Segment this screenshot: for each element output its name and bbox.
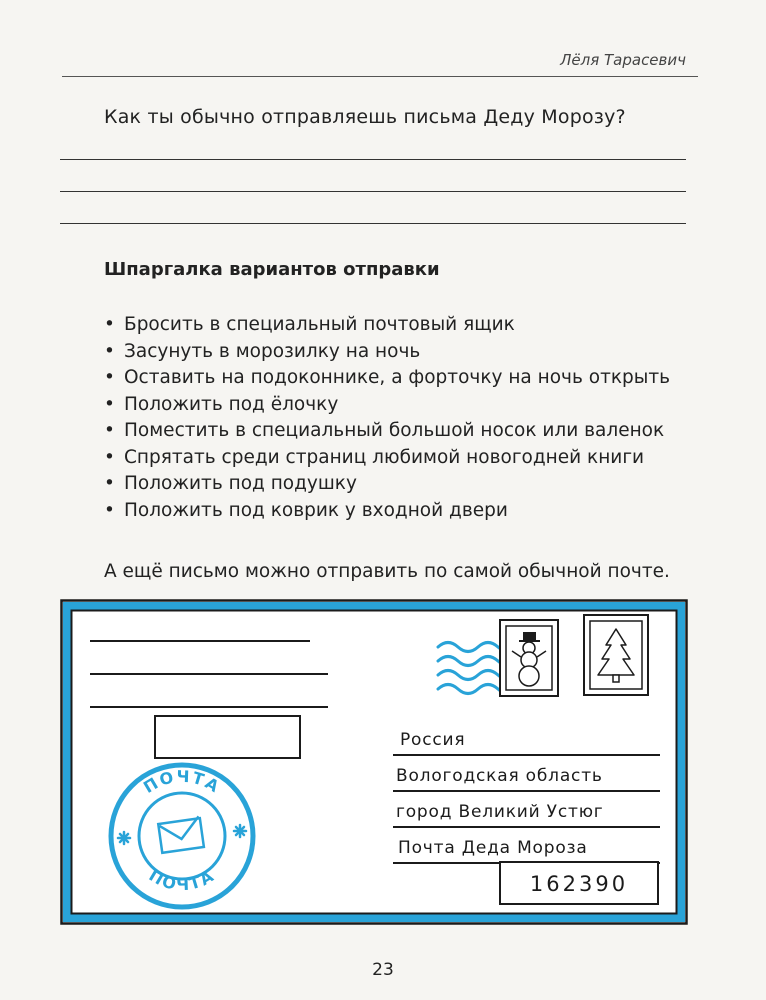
snowman-stamp	[500, 620, 558, 696]
option-text: Бросить в специальный почтовый ящик	[124, 314, 515, 335]
bullet: •	[104, 446, 115, 468]
bullet: •	[104, 473, 115, 494]
address-city: город Великий Устюг	[396, 802, 604, 822]
seal-bottom-text: ПОЧТА	[145, 865, 219, 895]
bullet: •	[104, 499, 115, 521]
option-text: Положить под ёлочку	[124, 393, 339, 415]
page-number: 23	[372, 960, 394, 980]
option-text: Поместить в специальный большой носок или валенок	[124, 420, 665, 441]
post-seal	[111, 765, 253, 907]
answer-line-1	[60, 159, 686, 160]
bullet: •	[104, 393, 115, 415]
hint-title: Шпаргалка вариантов отправки	[104, 259, 440, 280]
question-text: Как ты обычно отправляешь письма Деду Морозу?	[104, 106, 626, 128]
bullet: •	[104, 340, 115, 362]
answer-line-3	[60, 223, 686, 224]
list-item	[104, 392, 670, 419]
answer-line-2	[60, 191, 686, 192]
bullet: •	[104, 367, 115, 388]
address-region: Вологодская область	[396, 766, 603, 786]
zip-code: 162390	[529, 872, 629, 896]
list-item	[104, 339, 670, 366]
option-text: Засунуть в морозилку на ночь	[124, 340, 421, 362]
address-recipient: Почта Деда Мороза	[398, 838, 588, 858]
tree-stamp	[584, 615, 648, 695]
list-item	[104, 418, 670, 445]
option-text: Положить под коврик у входной двери	[124, 499, 508, 521]
option-text: Спрятать среди страниц любимой новогодней книги	[124, 446, 645, 468]
bullet: •	[104, 314, 115, 335]
option-text: Оставить на подоконнике, а форточку на ночь открыть	[124, 367, 671, 388]
header-divider	[62, 76, 698, 77]
address-country: Россия	[400, 730, 466, 750]
list-item	[104, 498, 670, 525]
options-list	[104, 312, 670, 524]
envelope-illustration	[60, 599, 688, 925]
option-text: Положить под подушку	[124, 473, 357, 494]
list-item	[104, 365, 670, 392]
bullet: •	[104, 420, 115, 441]
seal-top-text: ПОЧТА	[140, 766, 224, 797]
list-item	[104, 445, 670, 472]
list-item	[104, 471, 670, 498]
page-header-author: Лёля Тарасевич	[560, 51, 686, 69]
list-item	[104, 312, 670, 339]
post-note: А ещё письмо можно отправить по самой обычной почте.	[104, 561, 670, 582]
